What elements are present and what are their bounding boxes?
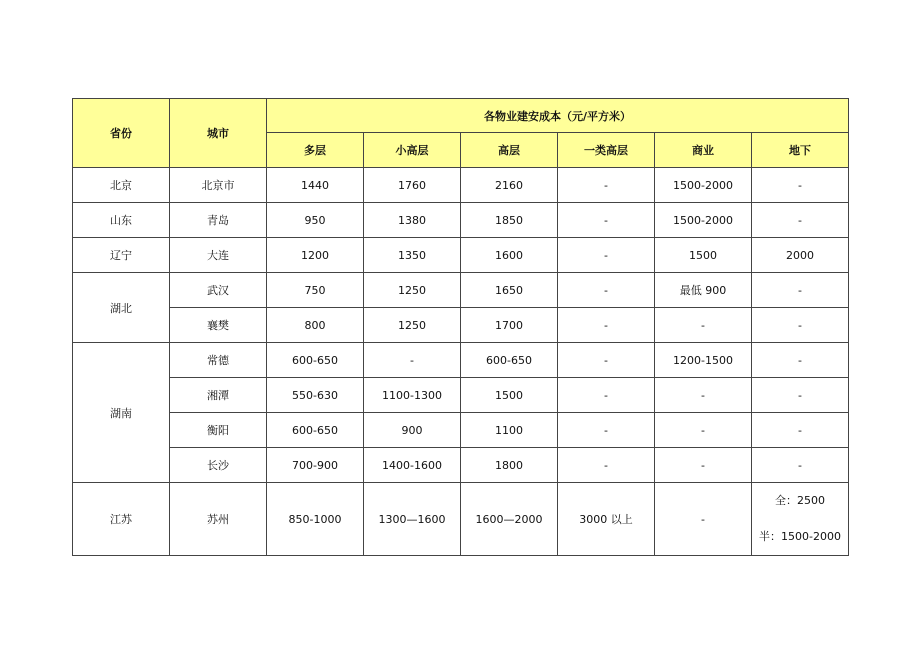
value-cell: 2000: [752, 238, 849, 273]
value-cell: -: [752, 168, 849, 203]
province-cell: 山东: [73, 203, 170, 238]
table-row: [73, 238, 849, 273]
value-cell: 900: [364, 413, 461, 448]
table-row: [73, 168, 849, 203]
value-cell: 1800: [461, 448, 558, 483]
table-body: [73, 168, 849, 556]
value-cell: 800: [267, 308, 364, 343]
value-cell: -: [655, 483, 752, 556]
value-cell: 1650: [461, 273, 558, 308]
value-cell: 1250: [364, 273, 461, 308]
table-row: [73, 413, 849, 448]
value-cell: 700-900: [267, 448, 364, 483]
value-cell: 600-650: [267, 343, 364, 378]
value-cell: 1380: [364, 203, 461, 238]
value-cell: 1350: [364, 238, 461, 273]
header-col-class1-highrise: 一类高层: [558, 133, 655, 168]
province-cell: 湖北: [73, 273, 170, 343]
header-col-small-highrise: 小高层: [364, 133, 461, 168]
construction-cost-table: [72, 98, 849, 556]
header-city: 城市: [170, 99, 267, 168]
value-cell: 850-1000: [267, 483, 364, 556]
province-cell: 江苏: [73, 483, 170, 556]
city-cell: 北京市: [170, 168, 267, 203]
header-col-commercial: 商业: [655, 133, 752, 168]
value-cell: 950: [267, 203, 364, 238]
value-cell: -: [558, 413, 655, 448]
value-cell: 1300—1600: [364, 483, 461, 556]
table-row: [73, 203, 849, 238]
underground-half: 半：1500-2000: [759, 530, 841, 543]
value-cell: -: [655, 413, 752, 448]
value-cell: -: [558, 378, 655, 413]
value-cell: -: [558, 273, 655, 308]
underground-cell: [752, 483, 849, 556]
value-cell: 1700: [461, 308, 558, 343]
value-cell: 1500-2000: [655, 203, 752, 238]
city-cell: 衡阳: [170, 413, 267, 448]
city-cell: 长沙: [170, 448, 267, 483]
value-cell: 600-650: [267, 413, 364, 448]
header-province: 省份: [73, 99, 170, 168]
province-cell: 湖南: [73, 343, 170, 483]
value-cell: -: [752, 413, 849, 448]
header-col-multistory: 多层: [267, 133, 364, 168]
city-cell: 大连: [170, 238, 267, 273]
header-col-underground: 地下: [752, 133, 849, 168]
value-cell: 1400-1600: [364, 448, 461, 483]
value-cell: 1760: [364, 168, 461, 203]
value-cell: 2160: [461, 168, 558, 203]
value-cell: 1850: [461, 203, 558, 238]
header-col-highrise: 高层: [461, 133, 558, 168]
table-row: [73, 448, 849, 483]
value-cell: 1500-2000: [655, 168, 752, 203]
value-cell: -: [364, 343, 461, 378]
value-cell: 1200-1500: [655, 343, 752, 378]
value-cell: -: [655, 308, 752, 343]
value-cell: 550-630: [267, 378, 364, 413]
value-cell: -: [558, 448, 655, 483]
underground-full: 全：2500: [775, 494, 825, 507]
value-cell: -: [655, 448, 752, 483]
value-cell: 1500: [461, 378, 558, 413]
value-cell: -: [558, 343, 655, 378]
value-cell: 1600—2000: [461, 483, 558, 556]
table-row: [73, 483, 849, 556]
value-cell: 750: [267, 273, 364, 308]
value-cell: -: [752, 273, 849, 308]
city-cell: 苏州: [170, 483, 267, 556]
value-cell: 600-650: [461, 343, 558, 378]
value-cell: -: [558, 203, 655, 238]
value-cell: 1500: [655, 238, 752, 273]
table-row: [73, 378, 849, 413]
value-cell: -: [752, 203, 849, 238]
city-cell: 湘潭: [170, 378, 267, 413]
value-cell: -: [655, 378, 752, 413]
value-cell: 1200: [267, 238, 364, 273]
city-cell: 常德: [170, 343, 267, 378]
value-cell: -: [558, 308, 655, 343]
value-cell: -: [752, 343, 849, 378]
value-cell: 1100: [461, 413, 558, 448]
value-cell: 3000 以上: [558, 483, 655, 556]
city-cell: 青岛: [170, 203, 267, 238]
city-cell: 武汉: [170, 273, 267, 308]
value-cell: -: [752, 448, 849, 483]
value-cell: -: [752, 308, 849, 343]
table-row: [73, 273, 849, 308]
table-row: [73, 308, 849, 343]
province-cell: 辽宁: [73, 238, 170, 273]
province-cell: 北京: [73, 168, 170, 203]
city-cell: 襄樊: [170, 308, 267, 343]
value-cell: -: [558, 238, 655, 273]
value-cell: 1250: [364, 308, 461, 343]
value-cell: 1440: [267, 168, 364, 203]
value-cell: -: [558, 168, 655, 203]
value-cell: 最低 900: [655, 273, 752, 308]
value-cell: 1600: [461, 238, 558, 273]
table-header: [73, 99, 849, 168]
value-cell: 1100-1300: [364, 378, 461, 413]
table-row: [73, 343, 849, 378]
value-cell: -: [752, 378, 849, 413]
header-cost-group: 各物业建安成本（元/平方米）: [267, 99, 849, 133]
